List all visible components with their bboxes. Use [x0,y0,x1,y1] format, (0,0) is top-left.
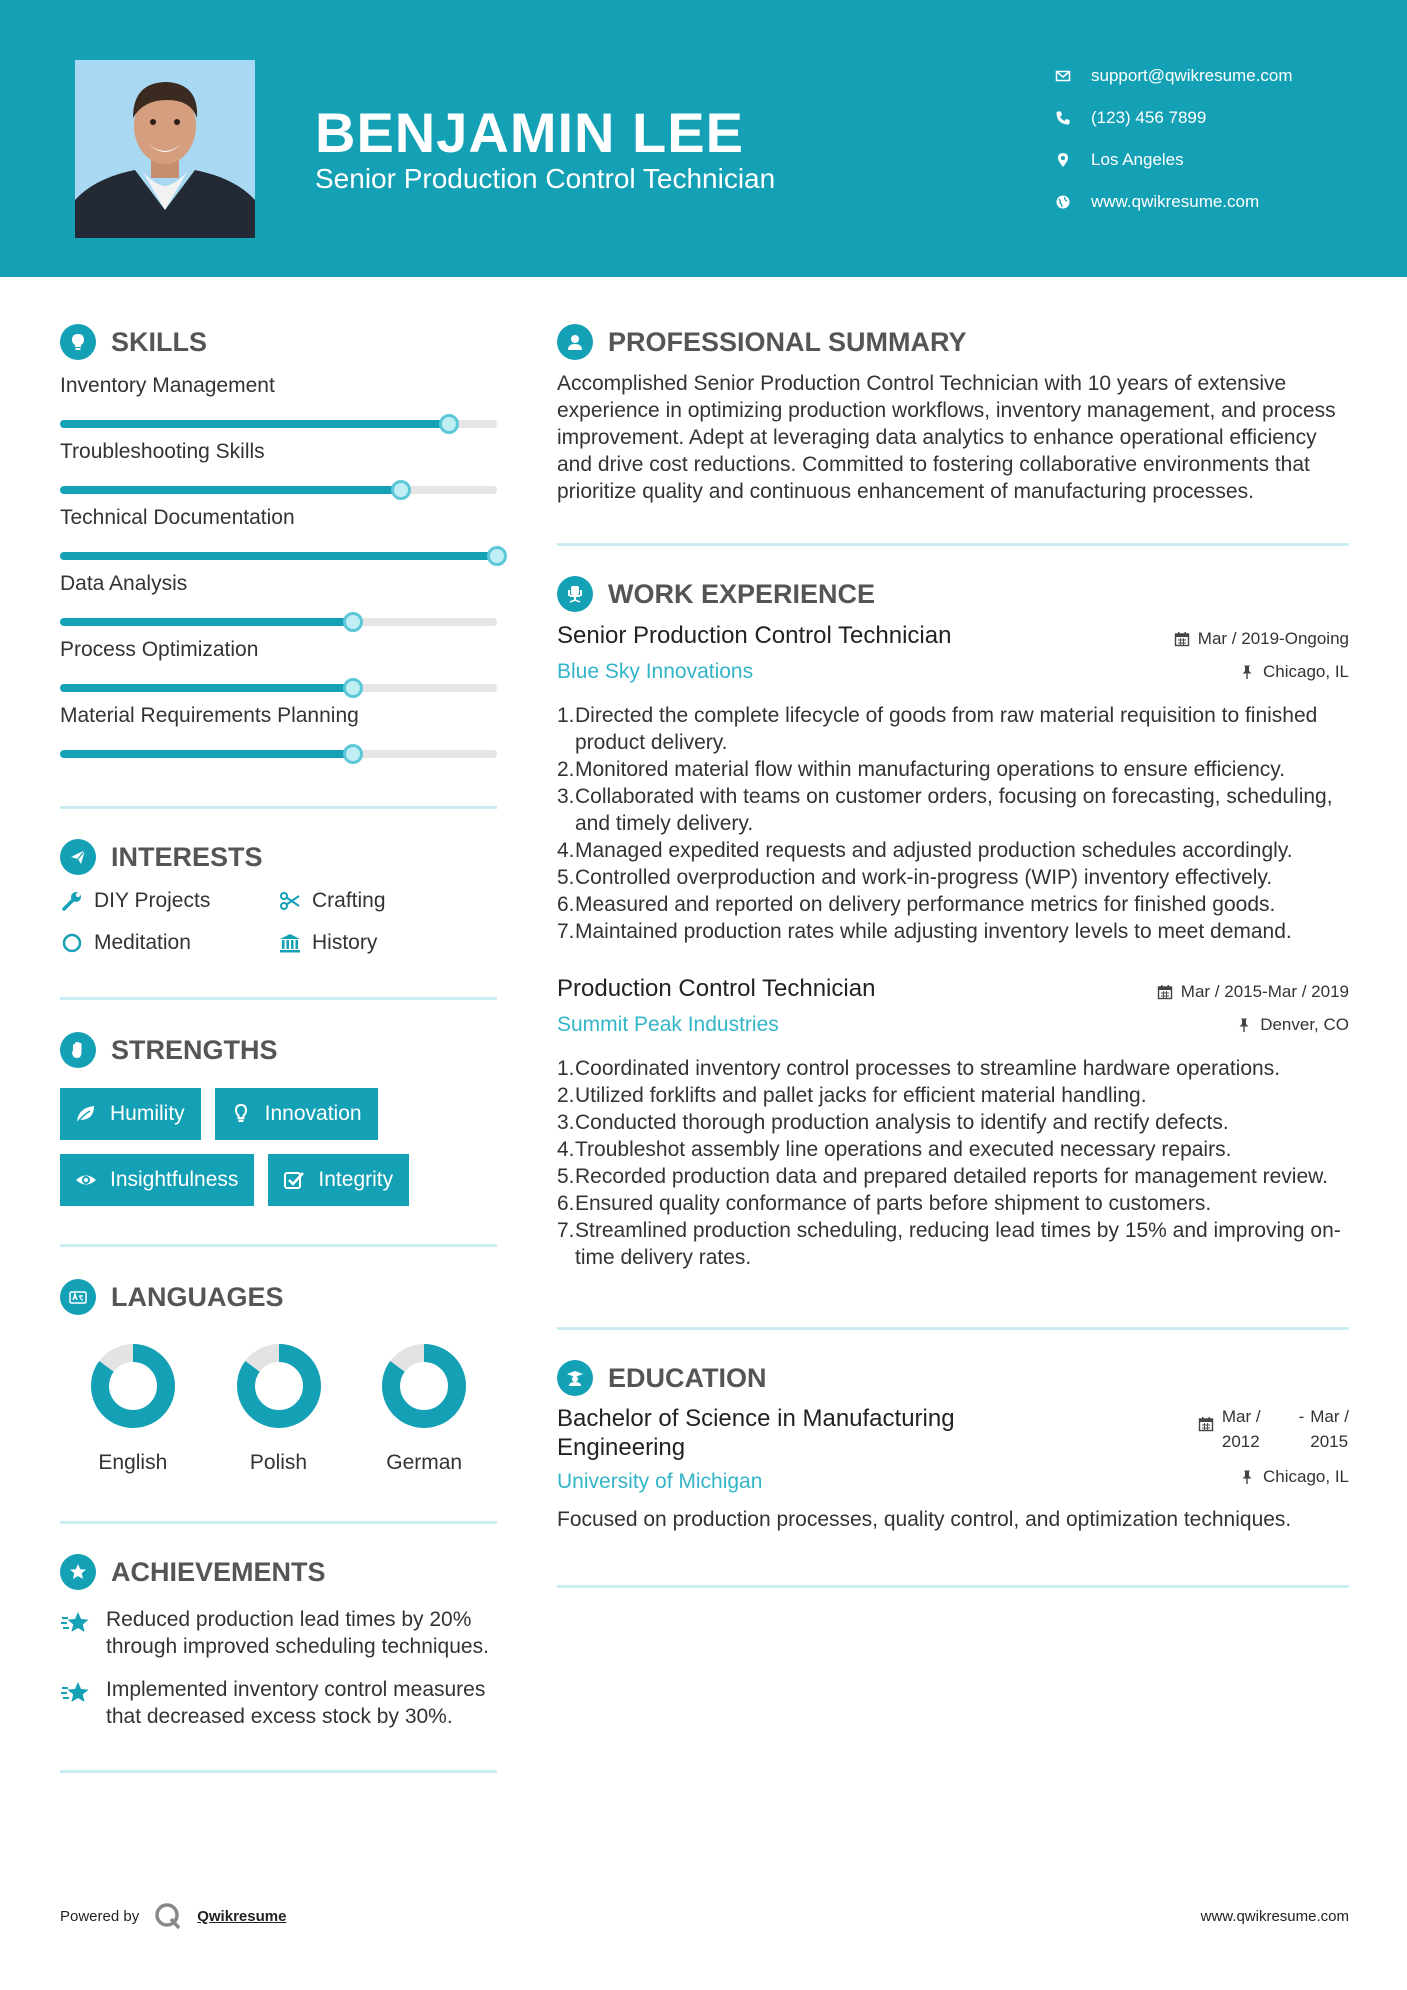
job-dates-text: Mar / 2015-Mar / 2019 [1180,981,1349,1001]
contact-info [1055,55,1293,223]
skill-bar-fill [60,750,353,758]
left-column [60,322,497,1773]
job-location [1157,1008,1349,1041]
lightbulb-icon [60,324,96,360]
section-divider [557,1585,1349,1588]
contact-phone[interactable] [1055,97,1293,139]
skill-label: Material Requirements Planning [60,704,359,727]
job-company[interactable]: Summit Peak Industries [557,1013,779,1036]
candidate-name: BENJAMIN LEE [315,101,744,164]
skill-item [60,440,497,494]
strength-label: Innovation [264,1102,362,1125]
responsibility-text: Ensured quality conformance of parts before shipment to customers. [575,1192,1212,1215]
responsibility-item: 6. Ensured quality conformance of parts before shipment to customers. [557,1192,1212,1215]
language-label: English [98,1451,168,1474]
phone-icon [1055,110,1071,126]
leaf-icon [74,1102,98,1126]
footer-website[interactable]: www.qwikresume.com [1200,1907,1349,1925]
responsibility-item: 3. Collaborated with teams on customer orders, focusing on forecasting, scheduling, and timely delivery. [557,783,1349,837]
school-name[interactable]: University of Michigan [557,1470,763,1493]
checkbox-icon [282,1168,306,1192]
section-divider [60,1244,497,1247]
job-title: Production Control Technician [557,975,876,1002]
responsibility-text: Troubleshot assembly line operations and executed necessary repairs. [575,1138,1232,1161]
skill-label: Inventory Management [60,374,275,397]
achievements-title: ACHIEVEMENTS [111,1556,326,1587]
interest-label: Meditation [94,931,191,954]
interest-label: History [312,931,378,954]
job-location-text: Denver, CO [1260,1014,1349,1034]
strength-label: Integrity [318,1168,394,1191]
responsibility-text: Coordinated inventory control processes to streamline hardware operations. [575,1057,1281,1080]
achievement-item [60,1606,497,1660]
interests-list [60,889,497,955]
responsibility-text: Collaborated with teams on customer orders, focusing on forecasting, scheduling, and timely delivery. [575,785,1333,835]
skill-bar-knob [487,546,507,566]
skill-bar [60,552,497,560]
responsibility-item: 5. Controlled overproduction and work-in-progress (WIP) inventory effectively. [557,866,1273,889]
education-meta [1198,1404,1349,1494]
user-icon [557,324,593,360]
achievements-header [60,1552,497,1592]
skills-header [60,322,497,362]
interest-label: Crafting [312,889,386,912]
responsibility-item: 5. Recorded production data and prepared detailed reports for management review. [557,1165,1328,1188]
responsibility-text: Monitored material flow within manufacturing operations to ensure efficiency. [575,758,1286,781]
section-divider [557,543,1349,546]
contact-location [1055,139,1293,181]
language-card-icon [60,1279,96,1315]
skill-item [60,704,497,758]
contact-website[interactable] [1055,181,1293,223]
responsibility-item: 6. Measured and reported on delivery performance metrics for finished goods. [557,893,1276,916]
job-title: Senior Production Control Technician [557,622,952,649]
education-end-month: Mar / [1310,1407,1349,1426]
skill-item [60,572,497,626]
skill-bar-fill [60,618,353,626]
job-header [557,622,1349,688]
responsibility-text: Maintained production rates while adjusting inventory levels to meet demand. [575,920,1292,943]
contact-website-text: www.qwikresume.com [1091,192,1260,211]
office-chair-icon [557,576,593,612]
skills-title: SKILLS [111,326,208,357]
responsibility-item: 7. Streamlined production scheduling, reducing lead times by 15% and improving on-time delivery rates. [557,1217,1349,1271]
globe-icon [1055,194,1071,210]
education-start-year: 2012 [1221,1432,1260,1451]
responsibility-item: 2. Monitored material flow within manufacturing operations to ensure efficiency. [557,758,1286,781]
profile-photo [75,60,255,238]
job-location-text: Chicago, IL [1263,661,1349,681]
language-label: Polish [249,1451,308,1474]
skill-bar [60,750,497,758]
contact-email-text: support@qwikresume.com [1091,66,1293,85]
skill-bar [60,486,497,494]
skill-bar [60,684,497,692]
job-meta [1157,975,1349,1041]
language-label: German [386,1451,463,1474]
language-item [351,1341,497,1475]
strengths-title: STRENGTHS [111,1034,278,1065]
summary-header [557,322,1349,362]
responsibility-text: Streamlined production scheduling, reducing lead times by 15% and improving on-time delivery rates. [575,1219,1341,1269]
contact-email[interactable] [1055,55,1293,97]
job-responsibilities [557,702,1349,945]
skill-bar-knob [391,480,411,500]
skill-label: Troubleshooting Skills [60,440,265,463]
skill-item [60,506,497,560]
skill-bar-fill [60,486,401,494]
strength-label: Humility [110,1102,185,1125]
responsibility-item: 1. Coordinated inventory control processes to streamline hardware operations. [557,1057,1281,1080]
interests-header [60,837,497,877]
language-donut [379,1341,469,1431]
section-divider [60,1770,497,1773]
education-header [557,1358,1349,1398]
job-location [1174,655,1349,688]
brand-link[interactable]: Qwikresume [197,1907,287,1925]
achievements-list [60,1606,497,1730]
strength-tag [215,1088,378,1140]
job-entry [557,975,1349,1271]
wrench-icon [60,889,84,913]
strength-tag [268,1154,409,1206]
skill-bar-knob [343,612,363,632]
responsibility-text: Directed the complete lifecycle of goods from raw material requisition to finished product delivery. [575,704,1318,754]
skill-bar-knob [439,414,459,434]
graduate-icon [557,1360,593,1396]
star-badge-icon [60,1554,96,1590]
skill-item [60,638,497,692]
education-location [1198,1460,1349,1493]
skill-item [60,374,497,428]
responsibility-item: 4. Troubleshot assembly line operations and executed necessary repairs. [557,1138,1232,1161]
lightbulb-icon [229,1102,253,1126]
education-location-text: Chicago, IL [1263,1466,1349,1486]
interest-item [278,931,497,955]
skill-bar-fill [60,684,353,692]
museum-icon [278,931,302,955]
responsibility-item: 1. Directed the complete lifecycle of goods from raw material requisition to finished product delivery. [557,702,1349,756]
education-entry [557,1404,1349,1533]
skill-bar-fill [60,420,449,428]
pushpin-icon [1239,1469,1255,1485]
powered-by [60,1901,286,1931]
experience-header [557,574,1349,614]
pushpin-icon [1236,1017,1252,1033]
circle-icon [60,931,84,955]
star-icon [60,1678,92,1710]
skill-bar-knob [343,678,363,698]
calendar-icon [1174,631,1190,647]
section-divider [60,806,497,809]
summary-text: Accomplished Senior Production Control Technician with 10 years of extensive experience in optimizing production workflows, inventory management, and process improvement. Adept at leveraging data analytics to enhance operational efficiency and drive cost reductions. Committed to fostering collaborative environments that prioritize quality and continuous enhancement of manufacturing processes. [557,372,1336,503]
education-head [557,1404,1349,1494]
responsibility-item: 2. Utilized forklifts and pallet jacks for efficient material handling. [557,1084,1147,1107]
envelope-icon [1055,68,1071,84]
skill-bar [60,420,497,428]
responsibility-text: Managed expedited requests and adjusted production schedules accordingly. [575,839,1293,862]
responsibility-text: Utilized forklifts and pallet jacks for efficient material handling. [575,1084,1147,1107]
powered-by-label: Powered by [60,1907,140,1925]
education-dates: Mar / 2012 - Mar / 2015 [1198,1404,1349,1454]
responsibility-text: Conducted thorough production analysis to identify and rectify defects. [575,1111,1229,1134]
hand-icon [60,1032,96,1068]
skill-bar [60,618,497,626]
job-dates-text: Mar / 2019-Ongoing [1197,628,1349,648]
job-company[interactable]: Blue Sky Innovations [557,660,754,683]
map-pin-icon [1055,152,1071,168]
job-meta [1174,622,1349,688]
skill-label: Technical Documentation [60,506,295,529]
paper-plane-icon [60,839,96,875]
experience-title: WORK EXPERIENCE [608,578,876,609]
right-column [557,322,1349,1588]
achievement-text: Reduced production lead times by 20% through improved scheduling techniques. [106,1608,489,1658]
resume-header [0,0,1407,277]
education-end-year: 2015 [1310,1432,1349,1451]
responsibility-text: Recorded production data and prepared detailed reports for management review. [575,1165,1328,1188]
achievement-text: Implemented inventory control measures that decreased excess stock by 30%. [106,1678,486,1728]
language-item [60,1341,206,1475]
interests-title: INTERESTS [111,841,263,872]
education-description: Focused on production processes, quality control, and optimization techniques. [557,1508,1292,1531]
calendar-icon [1157,984,1173,1000]
section-divider [60,997,497,1000]
skills-list [60,374,497,758]
eye-icon [74,1168,98,1192]
interest-item [60,931,278,955]
skill-label: Data Analysis [60,572,188,595]
job-header [557,975,1349,1041]
language-item [206,1341,352,1475]
interest-label: DIY Projects [94,889,211,912]
education-start-month: Mar / [1221,1407,1261,1426]
responsibility-text: Controlled overproduction and work-in-progress (WIP) inventory effectively. [575,866,1273,889]
job-dates [1174,622,1349,655]
strength-tag [60,1088,201,1140]
job-entry [557,622,1349,945]
skill-bar-fill [60,552,497,560]
strength-tag [60,1154,254,1206]
language-donut [88,1341,178,1431]
responsibility-text: Measured and reported on delivery performance metrics for finished goods. [575,893,1276,916]
candidate-title: Senior Production Control Technician [315,163,776,194]
page-footer [60,1896,1349,1936]
skill-label: Process Optimization [60,638,259,661]
skill-bar-knob [343,744,363,764]
languages-title: LANGUAGES [111,1281,284,1312]
job-responsibilities [557,1055,1349,1271]
scissors-icon [278,889,302,913]
degree-title: Bachelor of Science in Manufacturing Engineering [557,1405,955,1461]
achievement-item [60,1676,497,1730]
section-divider [557,1327,1349,1330]
qwikresume-logo-icon [153,1901,183,1931]
responsibility-item: 3. Conducted thorough production analysis to identify and rectify defects. [557,1111,1229,1134]
job-dates [1157,975,1349,1008]
contact-phone-text: (123) 456 7899 [1091,108,1207,127]
languages-list [60,1341,497,1475]
interest-item [278,889,497,913]
star-icon [60,1608,92,1640]
strengths-header [60,1030,497,1070]
education-title: EDUCATION [608,1362,767,1393]
calendar-icon [1198,1416,1214,1432]
languages-header [60,1277,497,1317]
language-donut [234,1341,324,1431]
pushpin-icon [1239,664,1255,680]
contact-location-text: Los Angeles [1091,150,1184,169]
responsibility-item: 7. Maintained production rates while adjusting inventory levels to meet demand. [557,920,1292,943]
responsibility-item: 4. Managed expedited requests and adjusted production schedules accordingly. [557,839,1293,862]
strengths-list [60,1088,497,1206]
section-divider [60,1521,497,1524]
summary-title: PROFESSIONAL SUMMARY [608,326,967,357]
strength-label: Insightfulness [110,1168,239,1191]
interest-item [60,889,278,913]
